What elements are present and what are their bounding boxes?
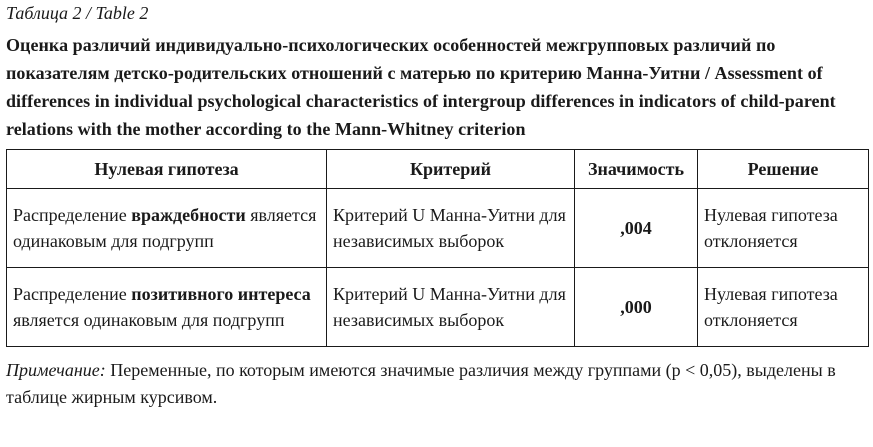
table-row <box>7 189 869 268</box>
document-page <box>0 2 873 447</box>
hypothesis-text-post: является одинаковым для подгрупп <box>13 310 285 330</box>
criterion-cell: Критерий U Манна-Уитни для независимых выборок <box>327 268 575 347</box>
hypothesis-text-post: является одинаковым для подгрупп <box>13 205 317 251</box>
results-table <box>6 149 869 347</box>
table-title: Оценка различий индивидуально-психологических особенностей межгрупповых различий по показателям детско-родительских отношений с матерью по критерию Манна-Уитни / Assessment of differences in individual psychological characteristics of intergroup differences in indicators of child-parent relations with the mother according to the Mann-Whitney criterion <box>6 35 836 139</box>
table-note <box>6 357 867 411</box>
significance-cell: ,004 <box>575 189 698 268</box>
header-hypothesis: Нулевая гипотеза <box>7 150 327 189</box>
header-criterion: Критерий <box>327 150 575 189</box>
table-label: Таблица 2 / Table 2 <box>6 3 149 23</box>
note-text: Переменные, по которым имеются значимые различия между группами (p < 0,05), выделены в таблице жирным курсивом. <box>6 360 836 407</box>
significance-cell: ,000 <box>575 268 698 347</box>
decision-cell: Нулевая гипотеза отклоняется <box>698 268 869 347</box>
header-decision: Решение <box>698 150 869 189</box>
table-header-row <box>7 150 869 189</box>
hypothesis-cell <box>7 189 327 268</box>
criterion-cell: Критерий U Манна-Уитни для независимых выборок <box>327 189 575 268</box>
hypothesis-variable: враждебности <box>131 205 246 225</box>
header-significance: Значимость <box>575 150 698 189</box>
hypothesis-text-pre: Распределение <box>13 205 132 225</box>
note-label: Примечание: <box>6 360 106 380</box>
table-row <box>7 268 869 347</box>
hypothesis-text-pre: Распределение <box>13 284 132 304</box>
decision-cell: Нулевая гипотеза отклоняется <box>698 189 869 268</box>
hypothesis-variable: позитивного интереса <box>131 284 311 304</box>
hypothesis-cell <box>7 268 327 347</box>
